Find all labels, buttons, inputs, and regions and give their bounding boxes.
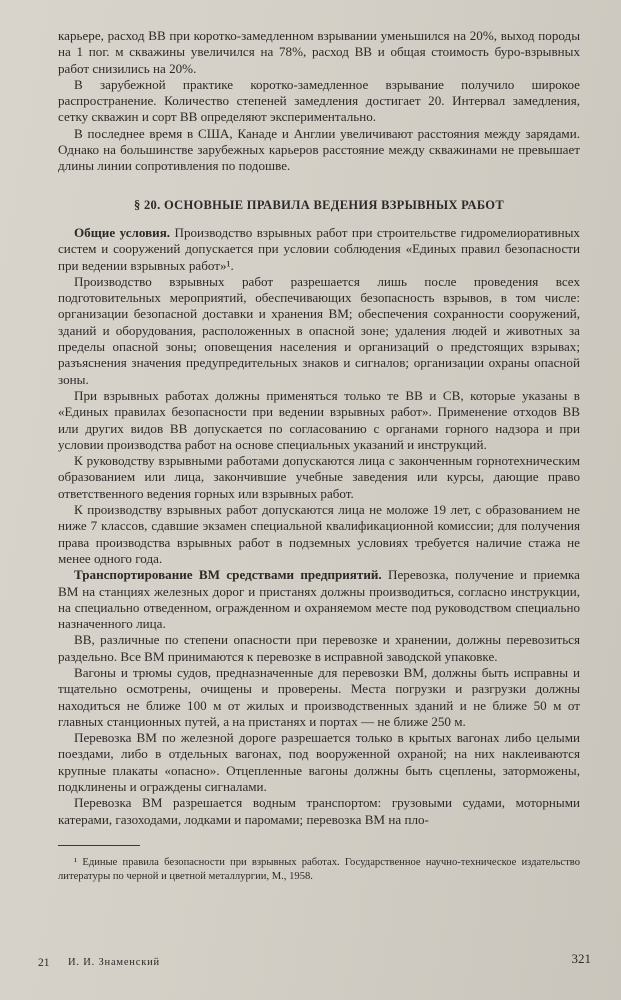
paragraph: К руководству взрывными работами допускаются лица с законченным горнотехническим образованием или лица, закончившие учебные заведения или курсы, дающие право ответственного ведения горных или взрывных работ. [58, 453, 580, 501]
paragraph: карьере, расход ВВ при коротко-замедленном взрывании уменьшился на 20%, выход породы на 1 пог. м скважины увеличился на 78%, расход ВВ и общая стоимость буро-взрывных работ снизились на 20%. [58, 28, 580, 76]
page-number: 321 [571, 951, 591, 966]
section-heading: § 20. ОСНОВНЫЕ ПРАВИЛА ВЕДЕНИЯ ВЗРЫВНЫХ РАБОТ [134, 197, 504, 212]
paragraph: При взрывных работах должны применяться только те ВВ и СВ, которые указаны в «Единых правилах безопасности при ведении взрывных работ». Применение отходов ВВ или других видов ВВ допускается по согласованию с органами горного надзора и при условии производства работ на основе специальных указаний и инструкций. [58, 387, 580, 452]
paragraph: ВВ, различные по степени опасности при перевозке и хранении, должны перевозиться раздельно. Все ВМ принимаются к перевозке в исправной заводской упаковке. [58, 632, 580, 664]
footer-author: И. И. Знаменский [68, 957, 160, 968]
paragraph: Перевозка ВМ по железной дороге разрешается только в крытых вагонах либо целыми поездами, либо в отдельных вагонах, под вооруженной охраной; на них наклеиваются крупные плакаты «опасно». Отцепленные вагоны должны быть сцеплены, заторможены, подклинены и ограждены сигналами. [58, 730, 580, 795]
paragraph: Перевозка ВМ разрешается водным транспортом: грузовыми судами, моторными катерами, газоходами, лодками и паромами; перевозка ВМ на пло- [58, 795, 580, 827]
paragraph: Вагоны и трюмы судов, предназначенные для перевозки ВМ, должны быть исправны и тщательно осмотрены, очищены и проверены. Места погрузки и разгрузки должны находиться не ближе 100 м от жилых и производственных зданий и не ближе 50 м от главных станционных путей, а на пристанях и портах — не ближе 250 м. [58, 664, 580, 729]
printer-signature: 21 [38, 957, 50, 969]
paragraph-general-conditions [58, 225, 580, 274]
paragraph: К производству взрывных работ допускаются лица не моложе 19 лет, с образованием не ниже 7 классов, сдавшие экзамен специальной квалификационной комиссии; для получения права производства взрывных работ в подземных условиях требуется наличие стажа не менее одного года. [58, 502, 580, 566]
paragraph: В последнее время в США, Канаде и Англии увеличивают расстояния между зарядами. Однако на большинстве зарубежных карьеров расстояние между скважинами не превышает длины линии сопротивления по подошве. [58, 125, 580, 174]
paragraph: В зарубежной практике коротко-замедленное взрывание получило широкое распространение. Количество степеней замедления достигает 20. Интервал замедления, сетку скважин и сорт ВВ определяют экспериментально. [58, 76, 580, 125]
page-body [58, 28, 580, 884]
footnote: ¹ Единые правила безопасности при взрывных работах. Государственное научно-техническое издательство литературы по черной и цветной металлургии, М., 1958. [58, 856, 580, 882]
paragraph-text: Перевозка, получение и приемка ВМ на станциях железных дорог и пристанях должны производиться, согласно инструкции, на специально отведенном, огражденном и охраняемом месте под руководством специально назначенного лица. [58, 567, 580, 632]
paragraph-lead: Общие условия. [74, 224, 171, 240]
paragraph: Производство взрывных работ разрешается лишь после проведения всех подготовительных мероприятий, обеспечивающих безопасность взрывов, в том числе: организации безопасной доставки и хранения ВМ; обеспечения сохранности сооружений, зданий и оборудования, расположенных в опасной зоне; удаления людей и животных за пределы опасной зоны; оповещения населения и организаций о предстоящих взрывах; разъяснения значения предупредительных знаков и сигналов; организации охраны опасной зоны. [58, 273, 580, 387]
paragraph-transport [58, 567, 580, 632]
paragraph-lead: Транспортирование ВМ средствами предприятий. [74, 567, 382, 583]
footnote-divider [58, 845, 140, 846]
paragraph-text: Производство взрывных работ при строительстве гидромелиоративных систем и сооружений допускается при условии соблюдения «Единых правил безопасности при ведении взрывных работ»¹. [58, 224, 580, 273]
